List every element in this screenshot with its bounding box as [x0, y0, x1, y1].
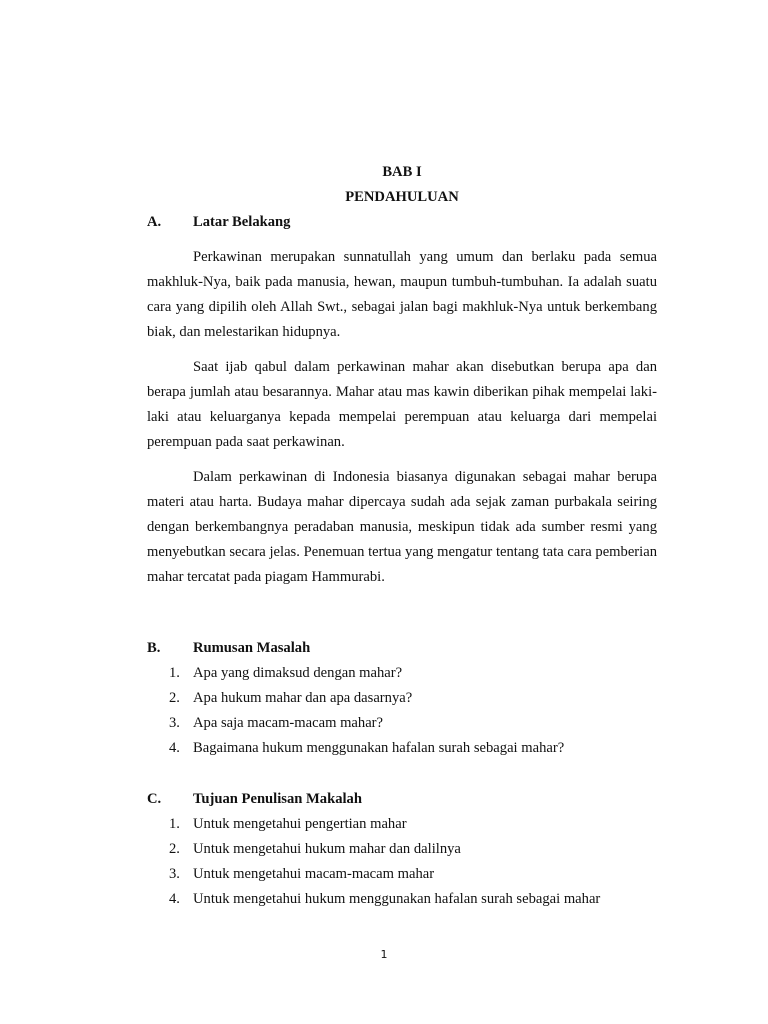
section-title: Latar Belakang	[193, 214, 291, 230]
paragraph: Perkawinan merupakan sunnatullah yang umum dan berlaku pada semua makhluk-Nya, baik pada manusia, hewan, maupun tumbuh-tumbuhan. Ia adalah suatu cara yang dipilih oleh Allah Swt., sebagai jalan bagi makhluk-Nya untuk berkembang biak, dan melestarikan hidupnya.	[147, 249, 657, 340]
chapter-number: BAB I	[382, 164, 422, 180]
section-letter: A.	[147, 214, 162, 230]
list-text: Apa yang dimaksud dengan mahar?	[193, 665, 403, 681]
list-text: Untuk mengetahui pengertian mahar	[193, 816, 407, 832]
list-text: Untuk mengetahui hukum mahar dan dalilnya	[193, 841, 461, 857]
section-letter: C.	[147, 791, 162, 807]
list-text: Apa hukum mahar dan apa dasarnya?	[193, 690, 413, 706]
section-title: Rumusan Masalah	[193, 640, 311, 656]
section-letter: B.	[147, 640, 161, 656]
list-number: 3.	[169, 866, 180, 882]
paragraph: Dalam perkawinan di Indonesia biasanya digunakan sebagai mahar berupa materi atau harta. Budaya mahar dipercaya sudah ada sejak zaman purbakala seiring dengan berkembangnya peradaban manusia, meskipun tidak ada sumber resmi yang menyebutkan secara jelas. Penemuan tertua yang mengatur tentang tata cara pemberian mahar tercatat pada piagam Hammurabi.	[147, 469, 657, 585]
list-item	[147, 839, 657, 864]
list-number: 3.	[169, 715, 180, 731]
list-text: Untuk mengetahui macam-macam mahar	[193, 866, 435, 882]
section-title: Tujuan Penulisan Makalah	[193, 791, 362, 807]
list-item	[147, 738, 657, 763]
list-number: 1.	[169, 665, 180, 681]
list-item	[147, 713, 657, 738]
paragraph: Saat ijab qabul dalam perkawinan mahar akan disebutkan berupa apa dan berapa jumlah atau besarannya. Mahar atau mas kawin diberikan pihak mempelai laki-laki atau keluarganya kepada mempelai perempuan atau keluarga dari mempelai perempuan pada saat perkawinan.	[147, 359, 657, 450]
page-number: 1	[380, 948, 388, 961]
list-item	[147, 688, 657, 713]
list-number: 1.	[169, 816, 180, 832]
list-item	[147, 864, 657, 889]
list-number: 2.	[169, 841, 180, 857]
objective-list	[147, 814, 657, 914]
list-item	[147, 663, 657, 688]
list-item	[147, 814, 657, 839]
list-text: Bagaimana hukum menggunakan hafalan surah sebagai mahar?	[193, 740, 565, 756]
list-number: 4.	[169, 740, 180, 756]
list-number: 2.	[169, 690, 180, 706]
list-text: Apa saja macam-macam mahar?	[193, 715, 384, 731]
list-number: 4.	[169, 891, 180, 907]
list-item	[147, 889, 657, 914]
list-text: Untuk mengetahui hukum menggunakan hafalan surah sebagai mahar	[193, 891, 601, 907]
chapter-title: PENDAHULUAN	[345, 189, 459, 205]
problem-list	[147, 663, 657, 763]
